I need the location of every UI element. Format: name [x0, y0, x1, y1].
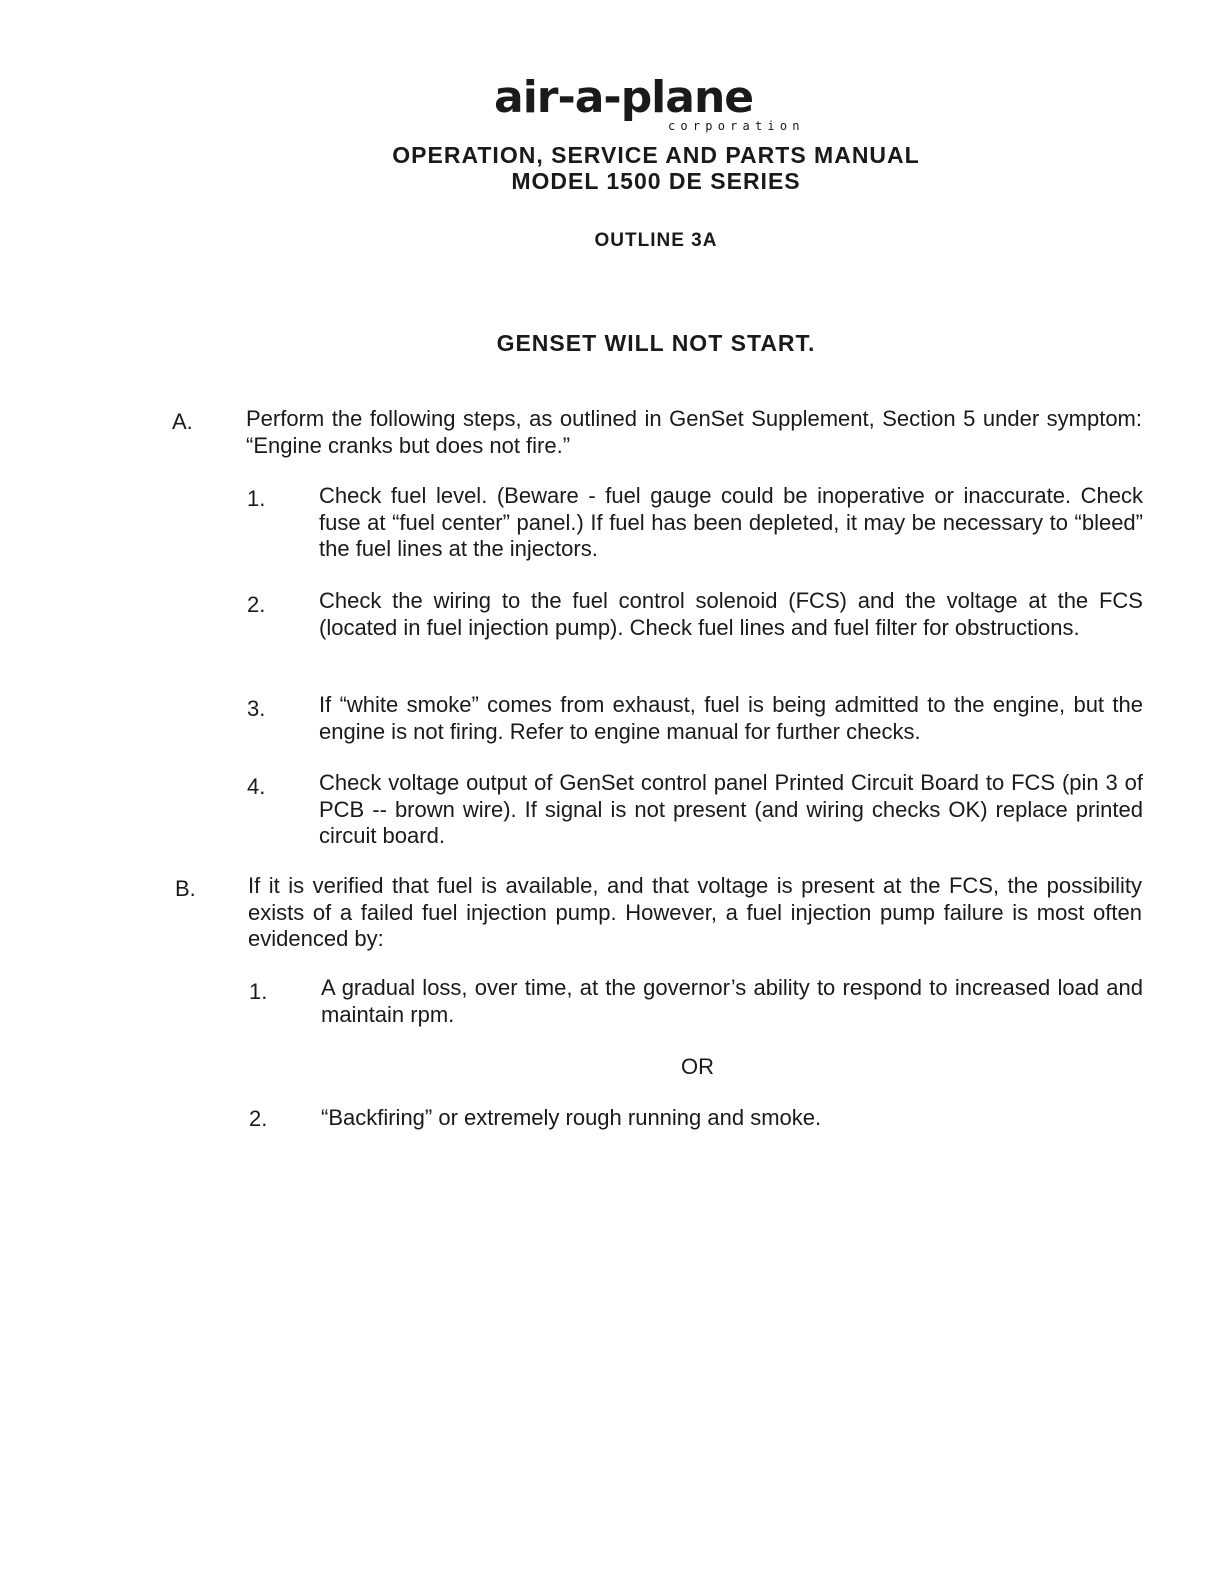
company-logo	[492, 74, 822, 134]
step-a3-number: 3.	[247, 696, 266, 721]
section-b-text: If it is verified that fuel is available, and that voltage is present at the FCS, the possibility exists of a failed fuel injection pump. However, a fuel injection pump failure is most often evidenced by:	[248, 873, 1142, 951]
outline-label: OUTLINE 3A	[594, 230, 718, 251]
step-a3-text: If “white smoke” comes from exhaust, fuel is being admitted to the engine, but the engine is not firing. Refer to engine manual for further checks.	[319, 692, 1143, 744]
section-a-marker: A.	[172, 409, 193, 434]
or-separator: OR	[681, 1054, 714, 1079]
manual-title: OPERATION, SERVICE AND PARTS MANUAL	[392, 142, 920, 168]
step-b2-text: “Backfiring” or extremely rough running and smoke.	[321, 1105, 822, 1130]
step-b1-number: 1.	[249, 979, 268, 1004]
step-b2-number: 2.	[249, 1106, 268, 1131]
section-heading: GENSET WILL NOT START.	[496, 330, 816, 356]
section-b-marker: B.	[175, 876, 196, 901]
section-a-text: Perform the following steps, as outlined in GenSet Supplement, Section 5 under symptom: “Engine cranks but does not fire.”	[246, 406, 1142, 458]
svg-text:air-a-plane: air-a-plane	[494, 74, 754, 123]
step-a1-text: Check fuel level. (Beware - fuel gauge could be inoperative or inaccurate. Check fuse at “fuel center” panel.) If fuel has been depleted, it may be necessary to “bleed” the fuel lines at the injectors.	[319, 483, 1143, 561]
svg-text:corporation: corporation	[668, 119, 805, 133]
step-a2-number: 2.	[247, 592, 266, 617]
step-a4-text: Check voltage output of GenSet control panel Printed Circuit Board to FCS (pin 3 of PCB -- brown wire). If signal is not present (and wiring checks OK) replace printed circuit board.	[319, 770, 1143, 848]
step-b1-text: A gradual loss, over time, at the governor’s ability to respond to increased load and maintain rpm.	[321, 975, 1143, 1027]
model-series: MODEL 1500 DE SERIES	[511, 168, 801, 194]
step-a4-number: 4.	[247, 774, 266, 799]
step-a2-text: Check the wiring to the fuel control solenoid (FCS) and the voltage at the FCS (located in fuel injection pump). Check fuel lines and fuel filter for obstructions.	[319, 588, 1143, 640]
step-a1-number: 1.	[247, 486, 266, 511]
